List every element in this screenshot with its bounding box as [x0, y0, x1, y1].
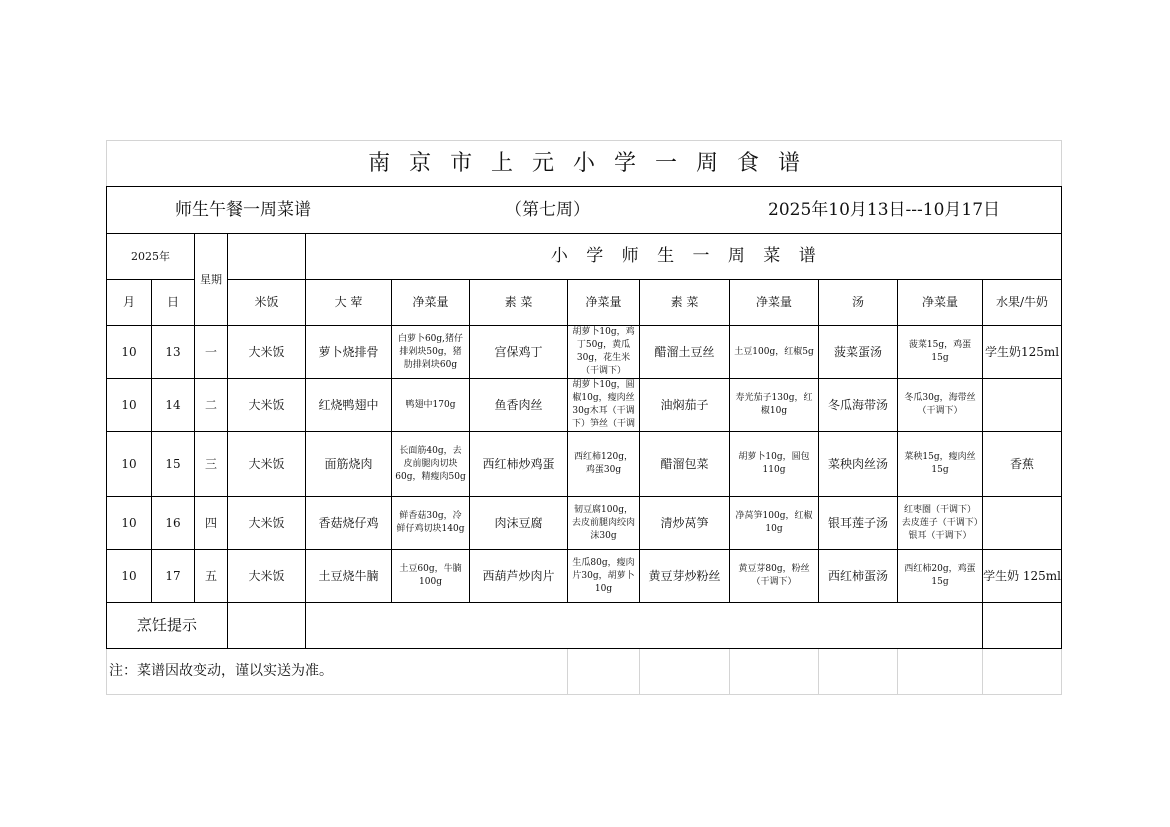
note-blank-cell	[983, 649, 1062, 695]
veg2-qty-cell	[730, 326, 819, 379]
veg1-dish-header: 素 菜	[504, 295, 533, 309]
veg2-qty-cell	[730, 432, 819, 497]
rice-cell	[228, 326, 306, 379]
soup-qty: 冬瓜30g，海带丝（干调下）	[904, 393, 976, 416]
menu-row	[107, 326, 1062, 379]
veg2-qty: 胡萝卜10g，圆包110g	[738, 452, 810, 475]
soup-cell	[819, 379, 898, 432]
veg1-qty-header: 净菜量	[585, 295, 622, 309]
cooking-tips-content-cell	[306, 603, 983, 649]
weekday-header: 星期	[200, 273, 222, 286]
note-blank-cell	[640, 649, 730, 695]
meat-dish: 香菇烧仔鸡	[318, 515, 379, 530]
veg2-qty: 寿光茄子130g，红椒10g	[735, 393, 813, 416]
veg2-qty-cell	[730, 379, 819, 432]
column-header	[730, 280, 819, 326]
column-header	[392, 280, 470, 326]
day: 13	[165, 344, 181, 359]
veg1-dish: 肉沫豆腐	[494, 515, 543, 530]
rice: 大米饭	[248, 456, 285, 471]
note-cell	[107, 649, 568, 695]
footnote: 注：菜谱因故变动，谨以实送为准。	[109, 663, 333, 679]
soup-qty-cell	[898, 326, 983, 379]
month-cell	[107, 432, 152, 497]
meat-qty: 白萝卜60g,猪仔排剁块50g，猪肋排剁块60g	[397, 333, 464, 370]
section-title: 小 学 师 生 一 周 菜 谱	[550, 246, 823, 266]
veg1-qty-cell	[568, 379, 640, 432]
menu-row	[107, 432, 1062, 497]
veg2-dish-cell	[640, 379, 730, 432]
month: 10	[121, 344, 137, 359]
column-header	[819, 280, 898, 326]
fruit-milk: 香蕉	[1010, 456, 1035, 471]
veg1-dish: 鱼香肉丝	[494, 397, 543, 412]
soup-qty: 菠菜15g，鸡蛋15g	[908, 340, 972, 363]
section-title-cell	[306, 234, 1062, 280]
meat-dish-cell	[306, 379, 392, 432]
soup: 银耳莲子汤	[827, 515, 888, 530]
meat-qty-cell	[392, 497, 470, 550]
fruit-milk-cell	[983, 432, 1062, 497]
subheader-label: 师生午餐一周菜谱	[175, 200, 311, 220]
veg1-dish-cell	[470, 379, 568, 432]
column-header	[306, 280, 392, 326]
meat-qty: 鲜香菇30g，冷鲜仔鸡切块140g	[396, 511, 465, 534]
meat-qty: 土豆60g，牛腩100g	[399, 564, 462, 587]
month-cell	[107, 379, 152, 432]
weekday: 五	[204, 568, 217, 583]
rice-header: 米饭	[254, 295, 279, 309]
soup: 冬瓜海带汤	[827, 397, 888, 412]
veg2-dish: 醋溜包菜	[660, 456, 709, 471]
weekday-header-cell	[195, 234, 228, 326]
weekday: 一	[204, 344, 217, 359]
page-title: 南 京 市 上 元 小 学 一 周 食 谱	[368, 151, 807, 176]
veg1-qty: 胡萝卜10g，圆椒10g，瘦肉丝30g木耳（干调下）笋丝（干调	[571, 380, 635, 429]
rice-cell	[228, 432, 306, 497]
month: 10	[121, 515, 137, 530]
soup: 菠菜蛋汤	[833, 344, 882, 359]
soup-cell	[819, 550, 898, 603]
weekday: 四	[204, 515, 217, 530]
soup: 西红柿蛋汤	[827, 568, 888, 583]
weekday: 二	[204, 397, 217, 412]
week-number: （第七周）	[505, 200, 590, 220]
veg1-dish-cell	[470, 497, 568, 550]
veg1-dish: 西红柿炒鸡蛋	[482, 456, 555, 471]
veg2-qty-cell	[730, 497, 819, 550]
cooking-tips-label-cell	[107, 603, 228, 649]
note-row	[107, 649, 1062, 695]
soup: 菜秧肉丝汤	[827, 456, 888, 471]
meat-dish: 萝卜烧排骨	[318, 344, 379, 359]
weekday-cell	[195, 379, 228, 432]
veg2-qty: 黄豆芽80g，粉丝（干调下）	[738, 564, 810, 587]
weekday-cell	[195, 497, 228, 550]
meat-qty-header: 净菜量	[412, 295, 449, 309]
rice-cell	[228, 379, 306, 432]
veg2-dish: 黄豆芽炒粉丝	[648, 568, 721, 583]
month-cell	[107, 550, 152, 603]
veg1-qty: 胡萝卜10g，鸡丁50g，黄瓜30g，花生米（干调下）	[572, 327, 635, 376]
soup-qty-cell	[898, 379, 983, 432]
day: 14	[165, 397, 181, 412]
soup-qty-cell	[898, 432, 983, 497]
veg1-qty-cell	[568, 497, 640, 550]
veg1-qty: 韧豆腐100g，去皮前腿肉绞肉沫30g	[571, 504, 635, 541]
title-row	[107, 141, 1062, 187]
menu-row	[107, 379, 1062, 432]
veg2-dish-header: 素 菜	[670, 295, 699, 309]
soup-qty: 西红柿20g，鸡蛋15g	[904, 564, 976, 587]
blank-header-cell	[228, 234, 306, 280]
title-cell	[107, 141, 1062, 187]
weekday-cell	[195, 326, 228, 379]
veg2-dish: 油焖茄子	[660, 397, 709, 412]
fruit-milk-cell	[983, 379, 1062, 432]
fruit-milk-cell	[983, 326, 1062, 379]
weekday-cell	[195, 432, 228, 497]
note-blank-cell	[730, 649, 819, 695]
month-cell	[107, 326, 152, 379]
day-cell	[152, 326, 195, 379]
fruit-milk-header: 水果/牛奶	[996, 295, 1049, 309]
column-header	[898, 280, 983, 326]
cooking-tips-blank-cell	[228, 603, 306, 649]
veg2-qty: 净莴笋100g，红椒10g	[735, 511, 813, 534]
veg1-dish: 宫保鸡丁	[494, 344, 543, 359]
cooking-tips-end-cell	[983, 603, 1062, 649]
meat-qty-cell	[392, 326, 470, 379]
soup-qty-header: 净菜量	[921, 295, 958, 309]
veg1-dish-cell	[470, 326, 568, 379]
veg1-dish-cell	[470, 550, 568, 603]
fruit-milk: 学生奶 125ml	[983, 568, 1062, 583]
veg2-dish-cell	[640, 326, 730, 379]
fruit-milk	[983, 379, 1061, 431]
meat-qty-cell	[392, 379, 470, 432]
month-header: 月	[122, 295, 135, 309]
subheader-row	[107, 187, 1062, 234]
soup-cell	[819, 432, 898, 497]
meat-dish-header: 大 荤	[334, 295, 363, 309]
day: 16	[165, 515, 181, 530]
meat-qty-cell	[392, 550, 470, 603]
day-cell	[152, 432, 195, 497]
veg1-qty: 生瓜80g，瘦肉片30g，胡萝卜10g	[572, 557, 635, 594]
column-header	[568, 280, 640, 326]
cooking-tips-row	[107, 603, 1062, 649]
soup-cell	[819, 326, 898, 379]
veg1-dish-cell	[470, 432, 568, 497]
column-header	[470, 280, 568, 326]
column-header	[152, 280, 195, 326]
day-cell	[152, 550, 195, 603]
date-range: 2025年10月13日---10月17日	[768, 200, 1001, 220]
fruit-milk-cell	[983, 497, 1062, 550]
month-cell	[107, 497, 152, 550]
day-cell	[152, 379, 195, 432]
rice: 大米饭	[248, 515, 285, 530]
day: 15	[165, 456, 181, 471]
meat-qty-cell	[392, 432, 470, 497]
veg2-dish-cell	[640, 497, 730, 550]
day-cell	[152, 497, 195, 550]
veg1-qty: 西红柿120g，鸡蛋30g	[574, 452, 633, 475]
column-header	[640, 280, 730, 326]
subheader-cell	[107, 187, 1062, 234]
note-blank-cell	[568, 649, 640, 695]
note-blank-cell	[819, 649, 898, 695]
month: 10	[121, 568, 137, 583]
veg2-dish: 醋溜土豆丝	[654, 344, 715, 359]
soup-qty-cell	[898, 550, 983, 603]
veg2-dish-cell	[640, 550, 730, 603]
year-header: 2025年	[131, 250, 170, 263]
fruit-milk: 学生奶125ml	[984, 344, 1060, 359]
meat-dish-cell	[306, 326, 392, 379]
meat-dish: 土豆烧牛腩	[318, 568, 379, 583]
column-header	[983, 280, 1062, 326]
meat-qty: 鸭翅中170g	[405, 399, 456, 410]
veg2-qty-header: 净菜量	[755, 295, 792, 309]
veg2-dish: 清炒莴笋	[660, 515, 709, 530]
rice-cell	[228, 550, 306, 603]
menu-row	[107, 550, 1062, 603]
cooking-tips-label: 烹饪提示	[136, 616, 197, 634]
meat-dish-cell	[306, 432, 392, 497]
veg1-dish: 西葫芦炒肉片	[482, 568, 555, 583]
veg2-qty: 土豆100g，红椒5g	[734, 346, 814, 357]
meat-qty: 长面筋40g，去皮前腿肉切块60g，精瘦肉50g	[395, 445, 466, 482]
soup-qty: 红枣圈（干调下）去皮莲子（干调下）银耳（干调下）	[901, 504, 979, 541]
soup-cell	[819, 497, 898, 550]
menu-row	[107, 497, 1062, 550]
soup-qty: 菜秧15g，瘦肉丝15g	[904, 452, 976, 475]
meat-dish: 红烧鸭翅中	[318, 397, 379, 412]
note-blank-cell	[898, 649, 983, 695]
veg2-qty-cell	[730, 550, 819, 603]
header-row-top	[107, 234, 1062, 280]
veg1-qty-cell	[568, 326, 640, 379]
soup-header: 汤	[851, 295, 864, 309]
column-header	[107, 280, 152, 326]
rice: 大米饭	[248, 397, 285, 412]
year-cell	[107, 234, 195, 280]
fruit-milk-cell	[983, 550, 1062, 603]
header-row-columns	[107, 280, 1062, 326]
weekly-menu-table	[106, 140, 1062, 695]
month: 10	[121, 456, 137, 471]
soup-qty-cell	[898, 497, 983, 550]
weekday-cell	[195, 550, 228, 603]
veg1-qty-cell	[568, 550, 640, 603]
meat-dish-cell	[306, 550, 392, 603]
weekday: 三	[204, 456, 217, 471]
veg2-dish-cell	[640, 432, 730, 497]
veg1-qty-cell	[568, 432, 640, 497]
month: 10	[121, 397, 137, 412]
day: 17	[165, 568, 181, 583]
rice: 大米饭	[248, 344, 285, 359]
rice-cell	[228, 497, 306, 550]
meat-dish: 面筋烧肉	[324, 456, 373, 471]
day-header: 日	[166, 295, 179, 309]
meat-dish-cell	[306, 497, 392, 550]
subheader	[107, 187, 1061, 233]
rice: 大米饭	[248, 568, 285, 583]
column-header	[228, 280, 306, 326]
fruit-milk	[983, 497, 1061, 549]
